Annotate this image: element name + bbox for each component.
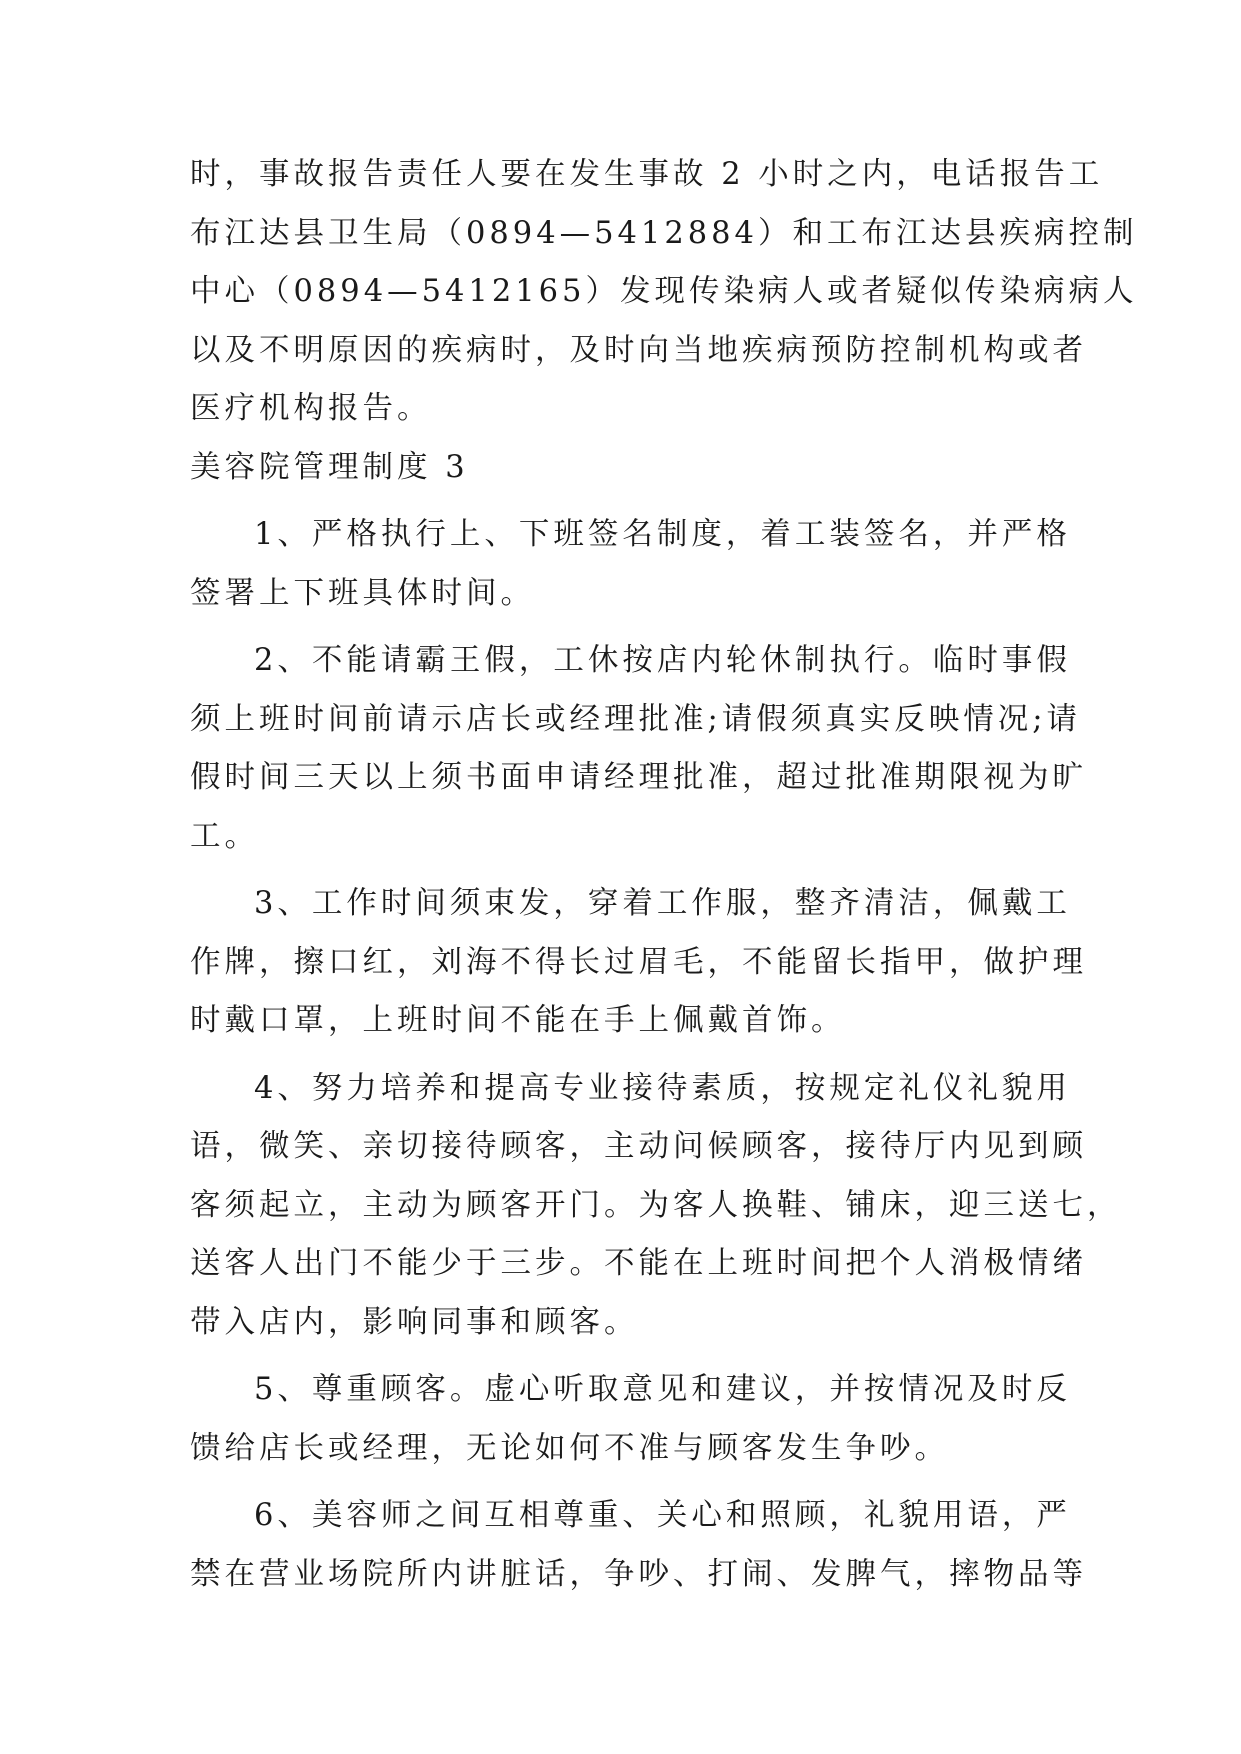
section-heading: 美容院管理制度 3 [190, 449, 469, 485]
rule-item-1 [190, 506, 1071, 623]
rule-item-4 [190, 1060, 1122, 1353]
paragraph-line: 4、努力培养和提高专业接待素质，按规定礼仪礼貌用 [254, 1070, 1071, 1106]
paragraph-line: 布江达县卫生局（0894—5412884）和工布江达县疾病控制 [190, 215, 1138, 251]
paragraph-line: 2、不能请霸王假，工休按店内轮休制执行。临时事假 [254, 643, 1071, 678]
paragraph-line: 以及不明原因的疾病时，及时向当地疾病预防控制机构或者 [190, 332, 1087, 368]
continuation-paragraph [190, 146, 1138, 439]
paragraph-line: 客须起立，主动为顾客开门。为客人换鞋、铺床，迎三送七， [190, 1187, 1122, 1223]
paragraph-line: 中心（0894—5412165）发现传染病人或者疑似传染病病人 [190, 274, 1138, 309]
paragraph-line: 带入店内，影响同事和顾客。 [190, 1304, 639, 1340]
paragraph-line: 5、尊重顾客。虚心听取意见和建议，并按情况及时反 [254, 1372, 1071, 1407]
paragraph-line: 3、工作时间须束发，穿着工作服，整齐清洁，佩戴工 [254, 886, 1071, 921]
rule-item-6 [190, 1487, 1087, 1604]
rule-item-5 [190, 1361, 1071, 1478]
paragraph-line: 签署上下班具体时间。 [190, 575, 535, 611]
paragraph-line: 时，事故报告责任人要在发生事故 2 小时之内，电话报告工 [190, 157, 1104, 192]
paragraph-line: 须上班时间前请示店长或经理批准;请假须真实反映情况;请 [190, 701, 1082, 737]
paragraph-line: 语，微笑、亲切接待顾客，主动问候顾客，接待厅内见到顾 [190, 1129, 1087, 1164]
paragraph-line: 时戴口罩，上班时间不能在手上佩戴首饰。 [190, 1003, 846, 1038]
paragraph-line: 馈给店长或经理，无论如何不准与顾客发生争吵。 [190, 1430, 949, 1466]
paragraph-line: 1、严格执行上、下班签名制度，着工装签名，并严格 [254, 517, 1071, 552]
rule-item-2 [190, 632, 1087, 866]
paragraph-line: 6、美容师之间互相尊重、关心和照顾，礼貌用语，严 [254, 1498, 1071, 1533]
paragraph-line: 送客人出门不能少于三步。不能在上班时间把个人消极情绪 [190, 1246, 1087, 1281]
paragraph-line: 假时间三天以上须书面申请经理批准，超过批准期限视为旷 [190, 760, 1087, 795]
document-body [190, 146, 1138, 1604]
paragraph-line: 医疗机构报告。 [190, 391, 432, 426]
paragraph-line: 禁在营业场院所内讲脏话，争吵、打闹、发脾气，摔物品等 [190, 1556, 1087, 1592]
rule-item-3 [190, 875, 1087, 1051]
paragraph-line: 工。 [190, 818, 259, 854]
paragraph-line: 作牌，擦口红，刘海不得长过眉毛，不能留长指甲，做护理 [190, 944, 1087, 980]
